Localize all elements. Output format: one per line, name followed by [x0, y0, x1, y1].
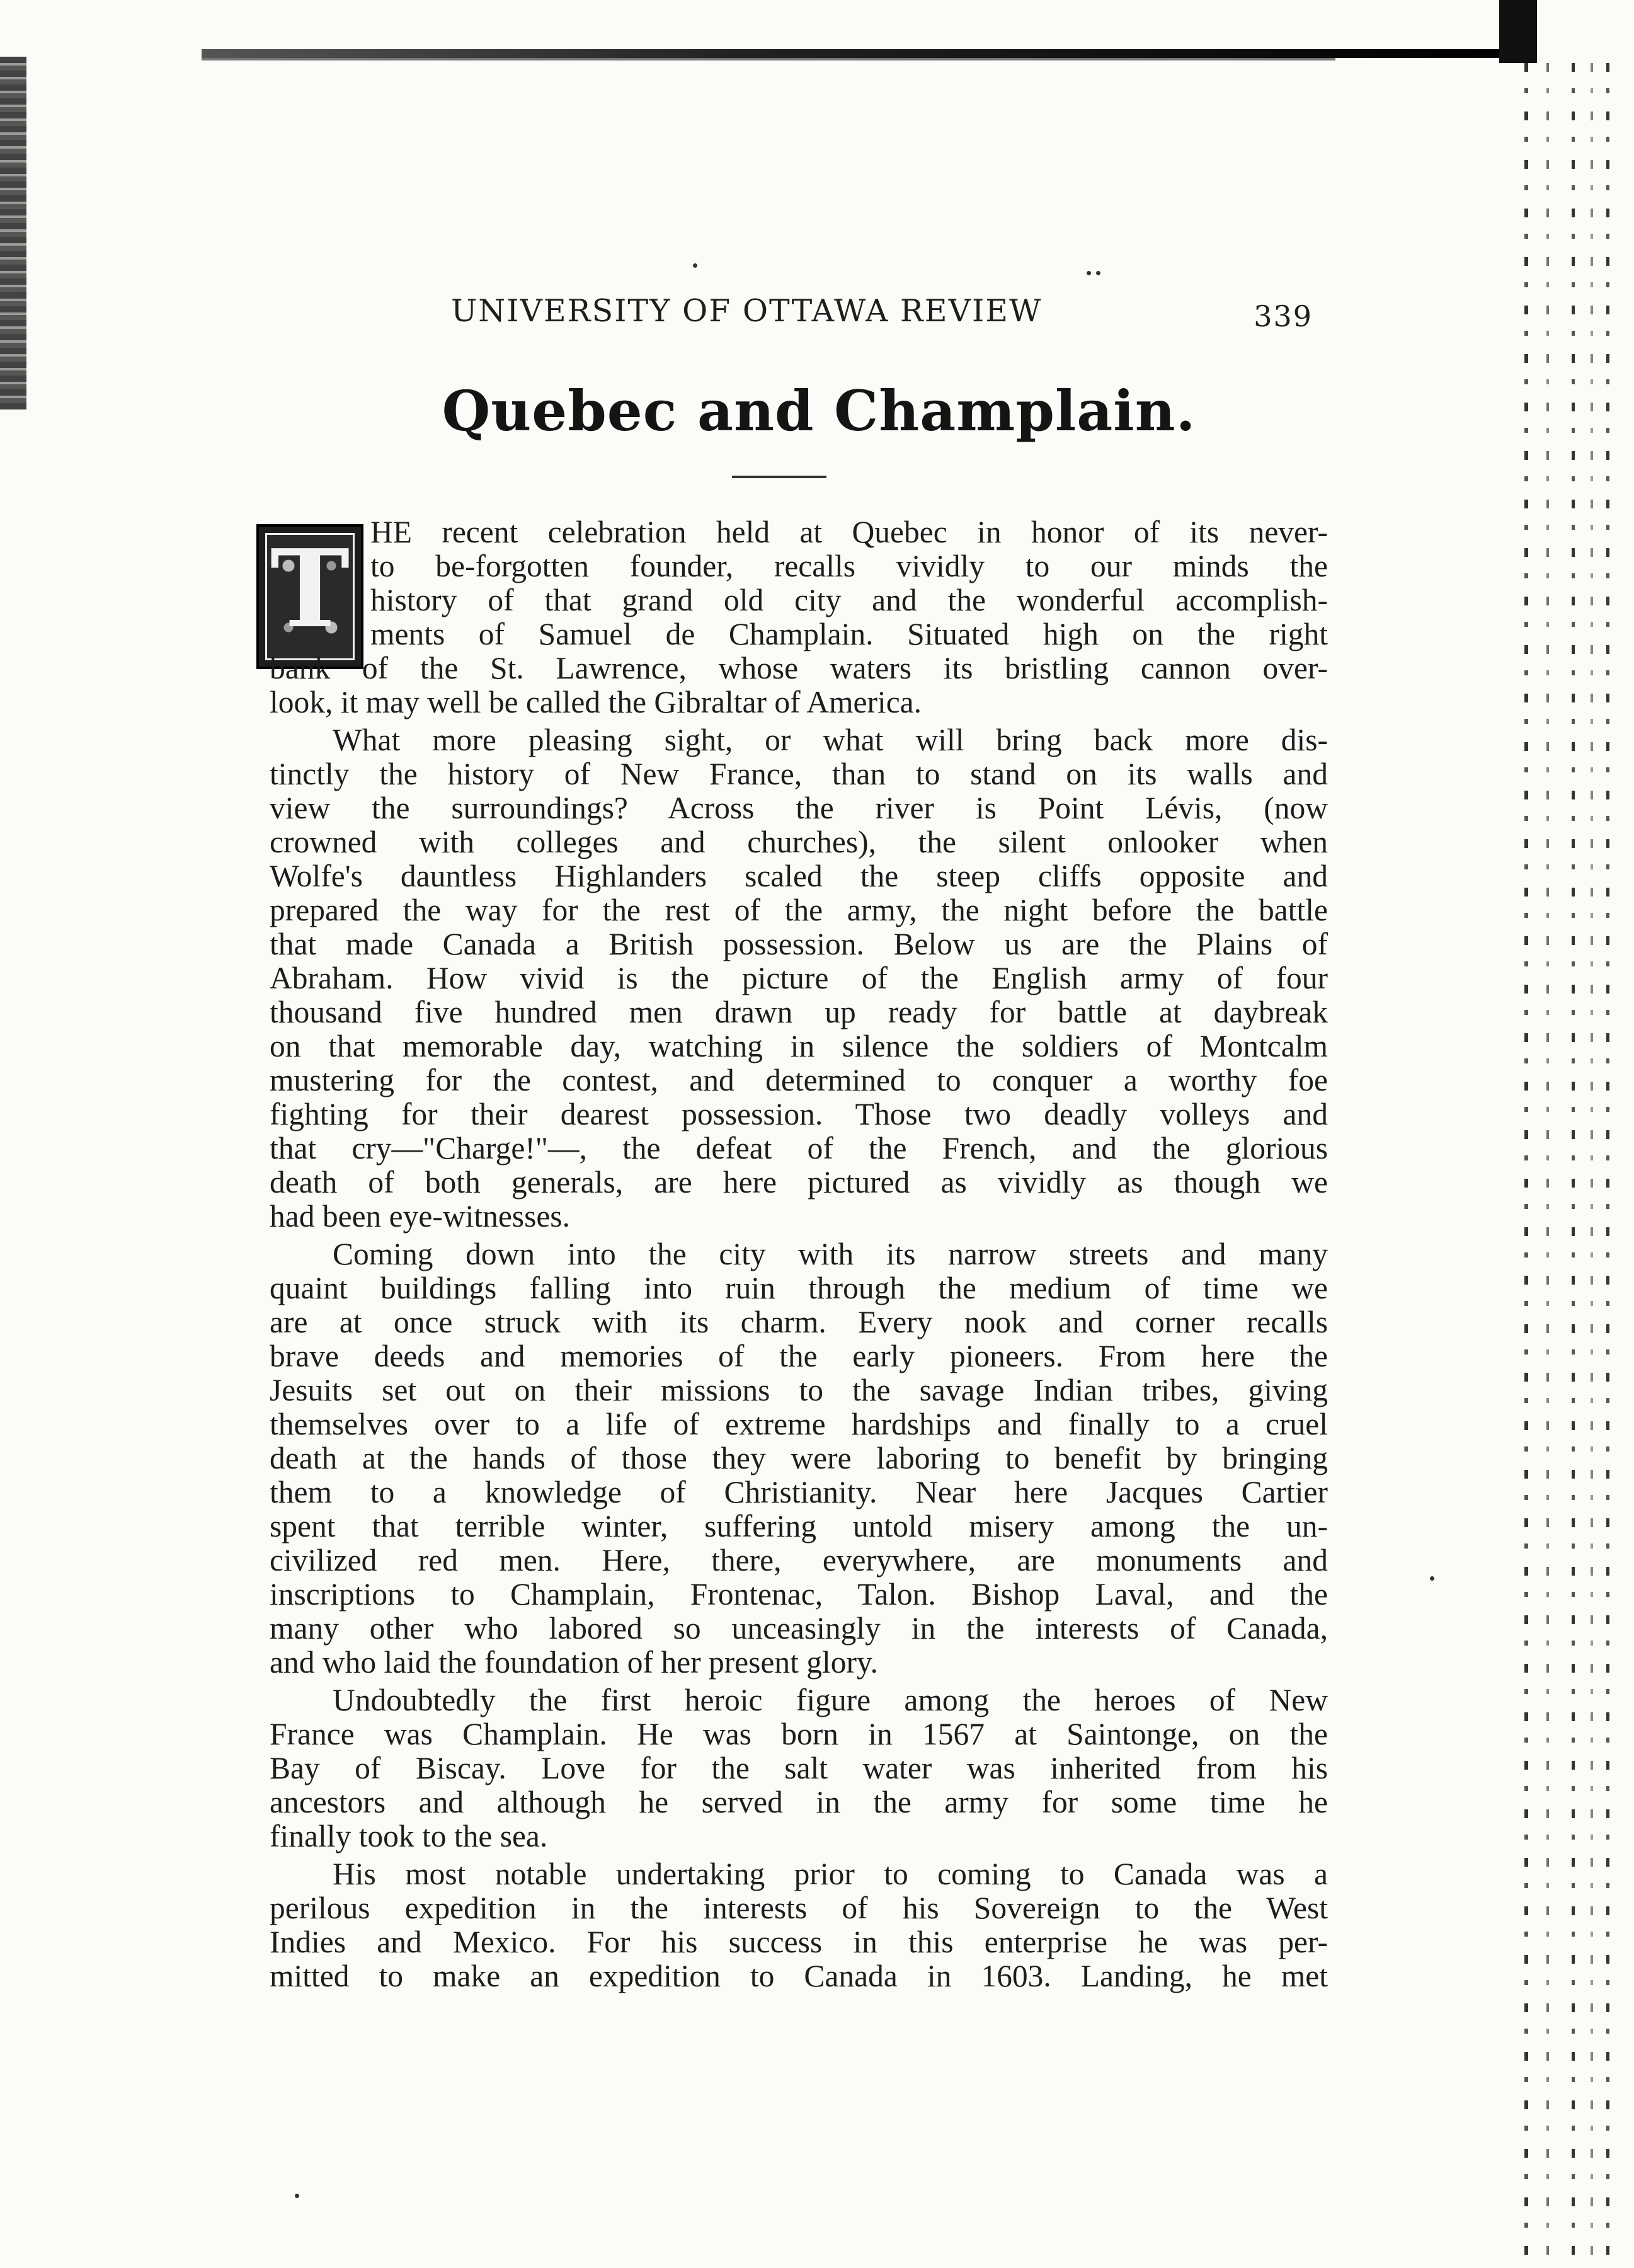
scan-speck [1087, 271, 1091, 275]
text-line: brave deeds and memories of the early pioneers. From here the [270, 1339, 1328, 1373]
text-line: mustering for the contest, and determined to conquer a worthy foe [270, 1063, 1328, 1097]
text-line: death at the hands of those they were laboring to benefit by bringing [270, 1441, 1328, 1475]
article-title: Quebec and Champlain. [442, 378, 1196, 444]
scan-speck [1430, 1576, 1434, 1581]
text-line: perilous expedition in the interests of his Sovereign to the West [270, 1891, 1328, 1925]
text-line: view the surroundings? Across the river is Point Lévis, (now [270, 791, 1328, 825]
text-line: Bay of Biscay. Love for the salt water was inherited from his [270, 1751, 1328, 1785]
paragraph [270, 1237, 1328, 1680]
scan-edge-left [0, 57, 26, 410]
text-line: mitted to make an expedition to Canada in 1603. Landing, he met [270, 1959, 1328, 1993]
text-line: HE recent celebration held at Quebec in honor of its never- [370, 515, 1328, 549]
text-line: France was Champlain. He was born in 1567 at Saintonge, on the [270, 1717, 1328, 1751]
paragraph [270, 723, 1328, 1234]
text-line: Jesuits set out on their missions to the savage Indian tribes, giving [270, 1373, 1328, 1407]
text-line: civilized red men. Here, there, everywhere, are monuments and [270, 1543, 1328, 1578]
text-line: had been eye-witnesses. [270, 1199, 570, 1234]
page-number: 339 [1254, 299, 1313, 333]
text-line: His most notable undertaking prior to coming to Canada was a [333, 1857, 1328, 1891]
scan-edge-stripe [1546, 63, 1549, 2268]
text-line: crowned with colleges and churches), the silent onlooker when [270, 825, 1328, 859]
text-line: are at once struck with its charm. Every nook and corner recalls [270, 1305, 1328, 1339]
text-line: on that memorable day, watching in silence the soldiers of Montcalm [270, 1029, 1328, 1063]
text-line: to be-forgotten founder, recalls vividly to our minds the [370, 549, 1328, 583]
text-line: that made Canada a British possession. Below us are the Plains of [270, 927, 1328, 961]
text-line: Wolfe's dauntless Highlanders scaled the steep cliffs opposite and [270, 859, 1328, 893]
scan-edge-stripe [1591, 63, 1593, 2268]
text-line: many other who labored so unceasingly in the interests of Canada, [270, 1611, 1328, 1646]
article-body [270, 515, 1328, 1993]
text-line: death of both generals, are here pictured as vividly as though we [270, 1165, 1328, 1200]
scan-top-rule [202, 49, 1537, 58]
scan-top-rule-thin [202, 58, 1335, 60]
text-line: bank of the St. Lawrence, whose waters its bristling cannon over- [270, 651, 1328, 685]
text-line: history of that grand old city and the wonderful accomplish- [370, 583, 1328, 617]
journal-title: UNIVERSITY OF OTTAWA REVIEW [451, 293, 1043, 329]
paragraph [270, 1857, 1328, 1993]
title-divider [732, 476, 826, 478]
text-line: and who laid the foundation of her present glory. [270, 1645, 878, 1680]
text-line: fighting for their dearest possession. Those two deadly volleys and [270, 1097, 1328, 1131]
scan-edge-stripe [1524, 63, 1528, 2268]
text-line: themselves over to a life of extreme hardships and finally to a cruel [270, 1407, 1328, 1441]
text-line: quaint buildings falling into ruin through the medium of time we [270, 1271, 1328, 1305]
scan-edge-stripe [1572, 63, 1575, 2268]
text-line: thousand five hundred men drawn up ready for battle at daybreak [270, 995, 1328, 1029]
scan-corner-mark [1499, 0, 1537, 63]
text-line: Coming down into the city with its narrow streets and many [333, 1237, 1328, 1271]
text-line: ments of Samuel de Champlain. Situated high on the right [370, 617, 1328, 651]
text-line: Abraham. How vivid is the picture of the English army of four [270, 961, 1328, 995]
text-line: tinctly the history of New France, than to stand on its walls and [270, 757, 1328, 791]
text-line: spent that terrible winter, suffering untold misery among the un- [270, 1509, 1328, 1544]
drop-cap-letter: T [270, 526, 350, 652]
text-line: them to a knowledge of Christianity. Near here Jacques Cartier [270, 1475, 1328, 1509]
scan-speck [295, 2194, 299, 2198]
scan-speck [1096, 271, 1100, 275]
scan-speck [693, 263, 697, 268]
running-head [451, 293, 1325, 343]
text-line: that cry—"Charge!"—, the defeat of the French, and the glorious [270, 1131, 1328, 1166]
text-line: inscriptions to Champlain, Frontenac, Talon. Bishop Laval, and the [270, 1577, 1328, 1612]
scan-edge-right [1512, 63, 1625, 2268]
text-line: What more pleasing sight, or what will bring back more dis- [333, 723, 1328, 757]
text-line: Undoubtedly the first heroic figure among the heroes of New [333, 1683, 1328, 1717]
text-line: finally took to the sea. [270, 1819, 548, 1853]
text-line: prepared the way for the rest of the army, the night before the battle [270, 893, 1328, 927]
paragraph [270, 1683, 1328, 1853]
paragraph [270, 515, 1328, 719]
scan-edge-stripe [1606, 63, 1609, 2268]
text-line: Indies and Mexico. For his success in this enterprise he was per- [270, 1925, 1328, 1959]
text-line: look, it may well be called the Gibraltar of America. [270, 685, 922, 719]
text-line: ancestors and although he served in the army for some time he [270, 1785, 1328, 1819]
